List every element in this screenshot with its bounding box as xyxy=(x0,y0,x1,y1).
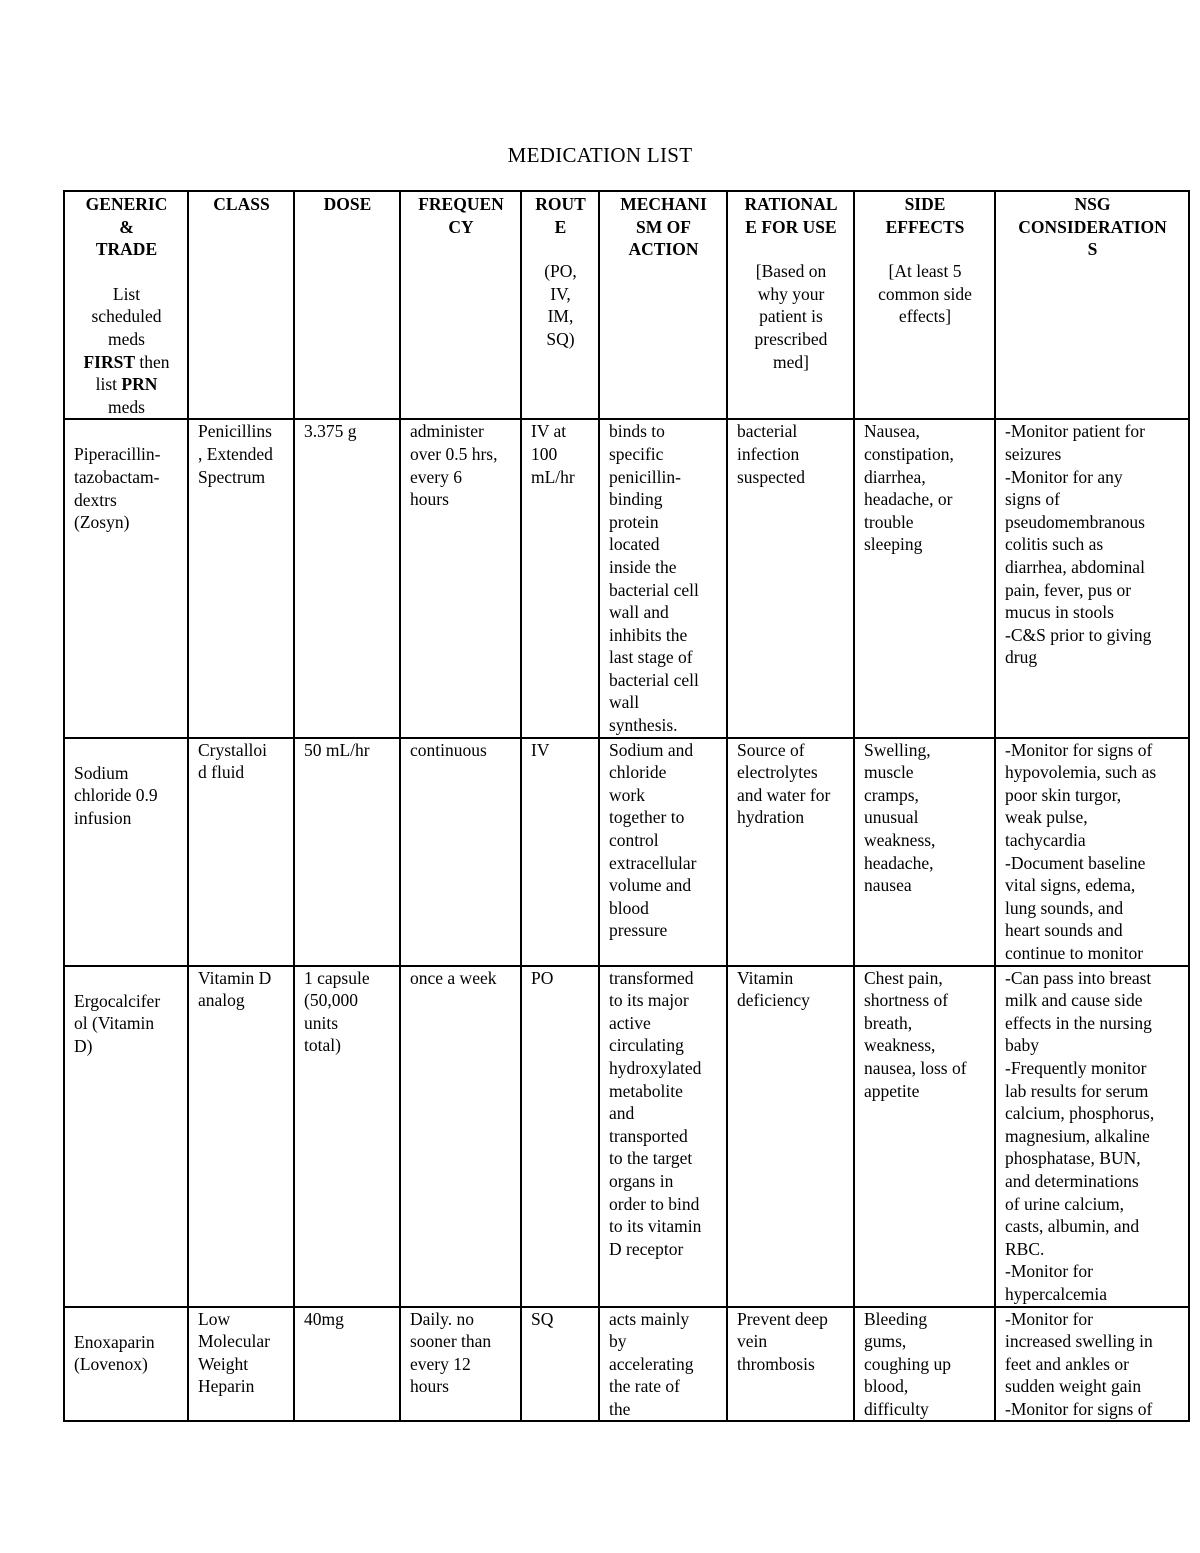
header-generic-line2: & xyxy=(119,216,134,237)
header-generic-trade xyxy=(64,191,188,419)
header-rationale-label: RATIONAL E FOR USE xyxy=(744,194,838,237)
drug-class: Penicillins , Extended Spectrum xyxy=(198,421,273,487)
generic-name: Enoxaparin (Lovenox) xyxy=(74,1331,155,1375)
nsg-text: -Monitor for signs of hypovolemia, such as poor skin turgor, weak pulse, tachycardia -Document baseline vital signs, edema, lung sounds, and heart sounds and continue to monitor xyxy=(1005,739,1157,963)
mechanism-text: binds to specific penicillin- binding protein located inside the bacterial cell wall and inhibits the last stage of bacterial cell wall synthesis. xyxy=(609,421,699,736)
dose-value: 40mg xyxy=(304,1308,344,1329)
instruction-list: list xyxy=(95,374,122,395)
frequency-value: administer over 0.5 hrs, every 6 hours xyxy=(410,421,498,510)
header-class xyxy=(188,191,294,419)
side-effects-text: Bleeding gums, coughing up blood, difficulty xyxy=(864,1308,952,1419)
cell-dose xyxy=(294,419,400,737)
cell-side-effects xyxy=(854,738,995,966)
cell-generic xyxy=(64,419,188,737)
header-dose xyxy=(294,191,400,419)
cell-route xyxy=(521,1307,599,1422)
header-route xyxy=(521,191,599,419)
mechanism-text: Sodium and chloride work together to control extracellular volume and blood pressure xyxy=(609,739,697,941)
cell-generic xyxy=(64,738,188,966)
cell-mechanism xyxy=(599,966,727,1307)
cell-dose xyxy=(294,966,400,1307)
cell-mechanism xyxy=(599,1307,727,1422)
frequency-value: Daily. no sooner than every 12 hours xyxy=(410,1308,492,1397)
cell-route xyxy=(521,966,599,1307)
drug-class: Low Molecular Weight Heparin xyxy=(198,1308,270,1397)
header-rationale-instructions: [Based on why your patient is prescribed med] xyxy=(754,261,828,372)
nsg-text: -Monitor patient for seizures -Monitor for any signs of pseudomembranous colitis such as diarrhea, abdominal pain, fever, pus or mucus in stools -C&S prior to giving drug xyxy=(1005,421,1152,668)
route-value: PO xyxy=(531,967,554,988)
rationale-text: bacterial infection suspected xyxy=(737,421,806,487)
cell-nsg xyxy=(995,966,1189,1307)
cell-class xyxy=(188,738,294,966)
medication-table xyxy=(63,190,1190,1422)
table-row xyxy=(64,419,1189,737)
frequency-value: continuous xyxy=(410,739,487,760)
drug-class: Vitamin D analog xyxy=(198,967,272,1011)
cell-rationale xyxy=(727,738,854,966)
instruction-line2: scheduled xyxy=(91,306,162,327)
side-effects-text: Swelling, muscle cramps, unusual weakness, headache, nausea xyxy=(864,739,936,896)
page-title: MEDICATION LIST xyxy=(507,143,693,167)
cell-route xyxy=(521,419,599,737)
cell-dose xyxy=(294,1307,400,1422)
table-row xyxy=(64,1307,1189,1422)
header-nsg-label: NSG CONSIDERATION S xyxy=(1018,194,1167,260)
table-row xyxy=(64,738,1189,966)
cell-nsg xyxy=(995,1307,1189,1422)
cell-side-effects xyxy=(854,966,995,1307)
header-frequency xyxy=(400,191,521,419)
header-side-effects-label: SIDE EFFECTS xyxy=(885,194,965,237)
cell-dose xyxy=(294,738,400,966)
header-route-options: (PO, IV, IM, SQ) xyxy=(544,261,577,349)
cell-rationale xyxy=(727,419,854,737)
cell-frequency xyxy=(400,1307,521,1422)
generic-name: Ergocalcifer ol (Vitamin D) xyxy=(74,990,161,1056)
rationale-text: Source of electrolytes and water for hydration xyxy=(737,739,831,828)
cell-side-effects xyxy=(854,419,995,737)
header-class-label: CLASS xyxy=(213,194,270,214)
header-mechanism xyxy=(599,191,727,419)
cell-mechanism xyxy=(599,738,727,966)
header-side-effects-instructions: [At least 5 common side effects] xyxy=(878,261,972,327)
instruction-line3: meds xyxy=(108,328,145,349)
table-row xyxy=(64,966,1189,1307)
instruction-prn-bold: PRN xyxy=(121,374,158,395)
route-value: IV xyxy=(531,739,550,760)
header-frequency-label: FREQUEN CY xyxy=(418,194,504,237)
route-value: IV at 100 mL/hr xyxy=(531,421,575,487)
rationale-text: Prevent deep vein thrombosis xyxy=(737,1308,828,1374)
header-generic-line1: GENERIC xyxy=(85,194,168,214)
route-value: SQ xyxy=(531,1308,554,1329)
dose-value: 1 capsule (50,000 units total) xyxy=(304,967,370,1056)
cell-nsg xyxy=(995,738,1189,966)
header-rationale xyxy=(727,191,854,419)
cell-route xyxy=(521,738,599,966)
header-row xyxy=(64,191,1189,419)
header-side-effects xyxy=(854,191,995,419)
instruction-line4 xyxy=(74,351,179,374)
instruction-first-rest: then xyxy=(135,351,170,372)
side-effects-text: Nausea, constipation, diarrhea, headache, or trouble sleeping xyxy=(864,421,954,555)
generic-name: Piperacillin- tazobactam- dextrs (Zosyn) xyxy=(74,444,161,533)
nsg-text: -Can pass into breast milk and cause side effects in the nursing baby -Frequently monitor lab results for serum calcium, phosphorus, magnesium, alkaline phosphatase, BUN, and determinations of urine calcium, casts, albumin, and RBC. -Monitor for hypercalcemia xyxy=(1005,967,1155,1304)
instruction-line1: List xyxy=(112,283,141,304)
cell-generic xyxy=(64,966,188,1307)
rationale-text: Vitamin deficiency xyxy=(737,967,810,1011)
cell-generic xyxy=(64,1307,188,1422)
cell-class xyxy=(188,966,294,1307)
dose-value: 50 mL/hr xyxy=(304,739,370,760)
cell-class xyxy=(188,419,294,737)
dose-value: 3.375 g xyxy=(304,421,357,442)
cell-rationale xyxy=(727,966,854,1307)
cell-mechanism xyxy=(599,419,727,737)
header-mechanism-label: MECHANI SM OF ACTION xyxy=(620,194,707,260)
cell-nsg xyxy=(995,419,1189,737)
generic-name: Sodium chloride 0.9 infusion xyxy=(74,762,158,828)
instruction-line6: meds xyxy=(108,396,145,417)
cell-rationale xyxy=(727,1307,854,1422)
instruction-first-bold: FIRST xyxy=(83,351,136,372)
instruction-line5 xyxy=(74,373,179,396)
nsg-text: -Monitor for increased swelling in feet and ankles or sudden weight gain -Monitor for signs of xyxy=(1005,1308,1153,1419)
cell-class xyxy=(188,1307,294,1422)
frequency-value: once a week xyxy=(410,967,497,988)
mechanism-text: acts mainly by accelerating the rate of the xyxy=(609,1308,694,1419)
cell-frequency xyxy=(400,738,521,966)
header-route-label: ROUT E xyxy=(535,194,586,237)
mechanism-text: transformed to its major active circulating hydroxylated metabolite and transported to the target organs in order to bind to its vitamin D receptor xyxy=(609,967,702,1259)
header-generic-instructions xyxy=(74,283,179,419)
header-dose-label: DOSE xyxy=(323,194,372,214)
drug-class: Crystalloi d fluid xyxy=(198,739,268,783)
cell-side-effects xyxy=(854,1307,995,1422)
header-nsg xyxy=(995,191,1189,419)
header-generic-line3: TRADE xyxy=(95,239,158,260)
side-effects-text: Chest pain, shortness of breath, weakness, nausea, loss of appetite xyxy=(864,967,967,1101)
cell-frequency xyxy=(400,419,521,737)
cell-frequency xyxy=(400,966,521,1307)
